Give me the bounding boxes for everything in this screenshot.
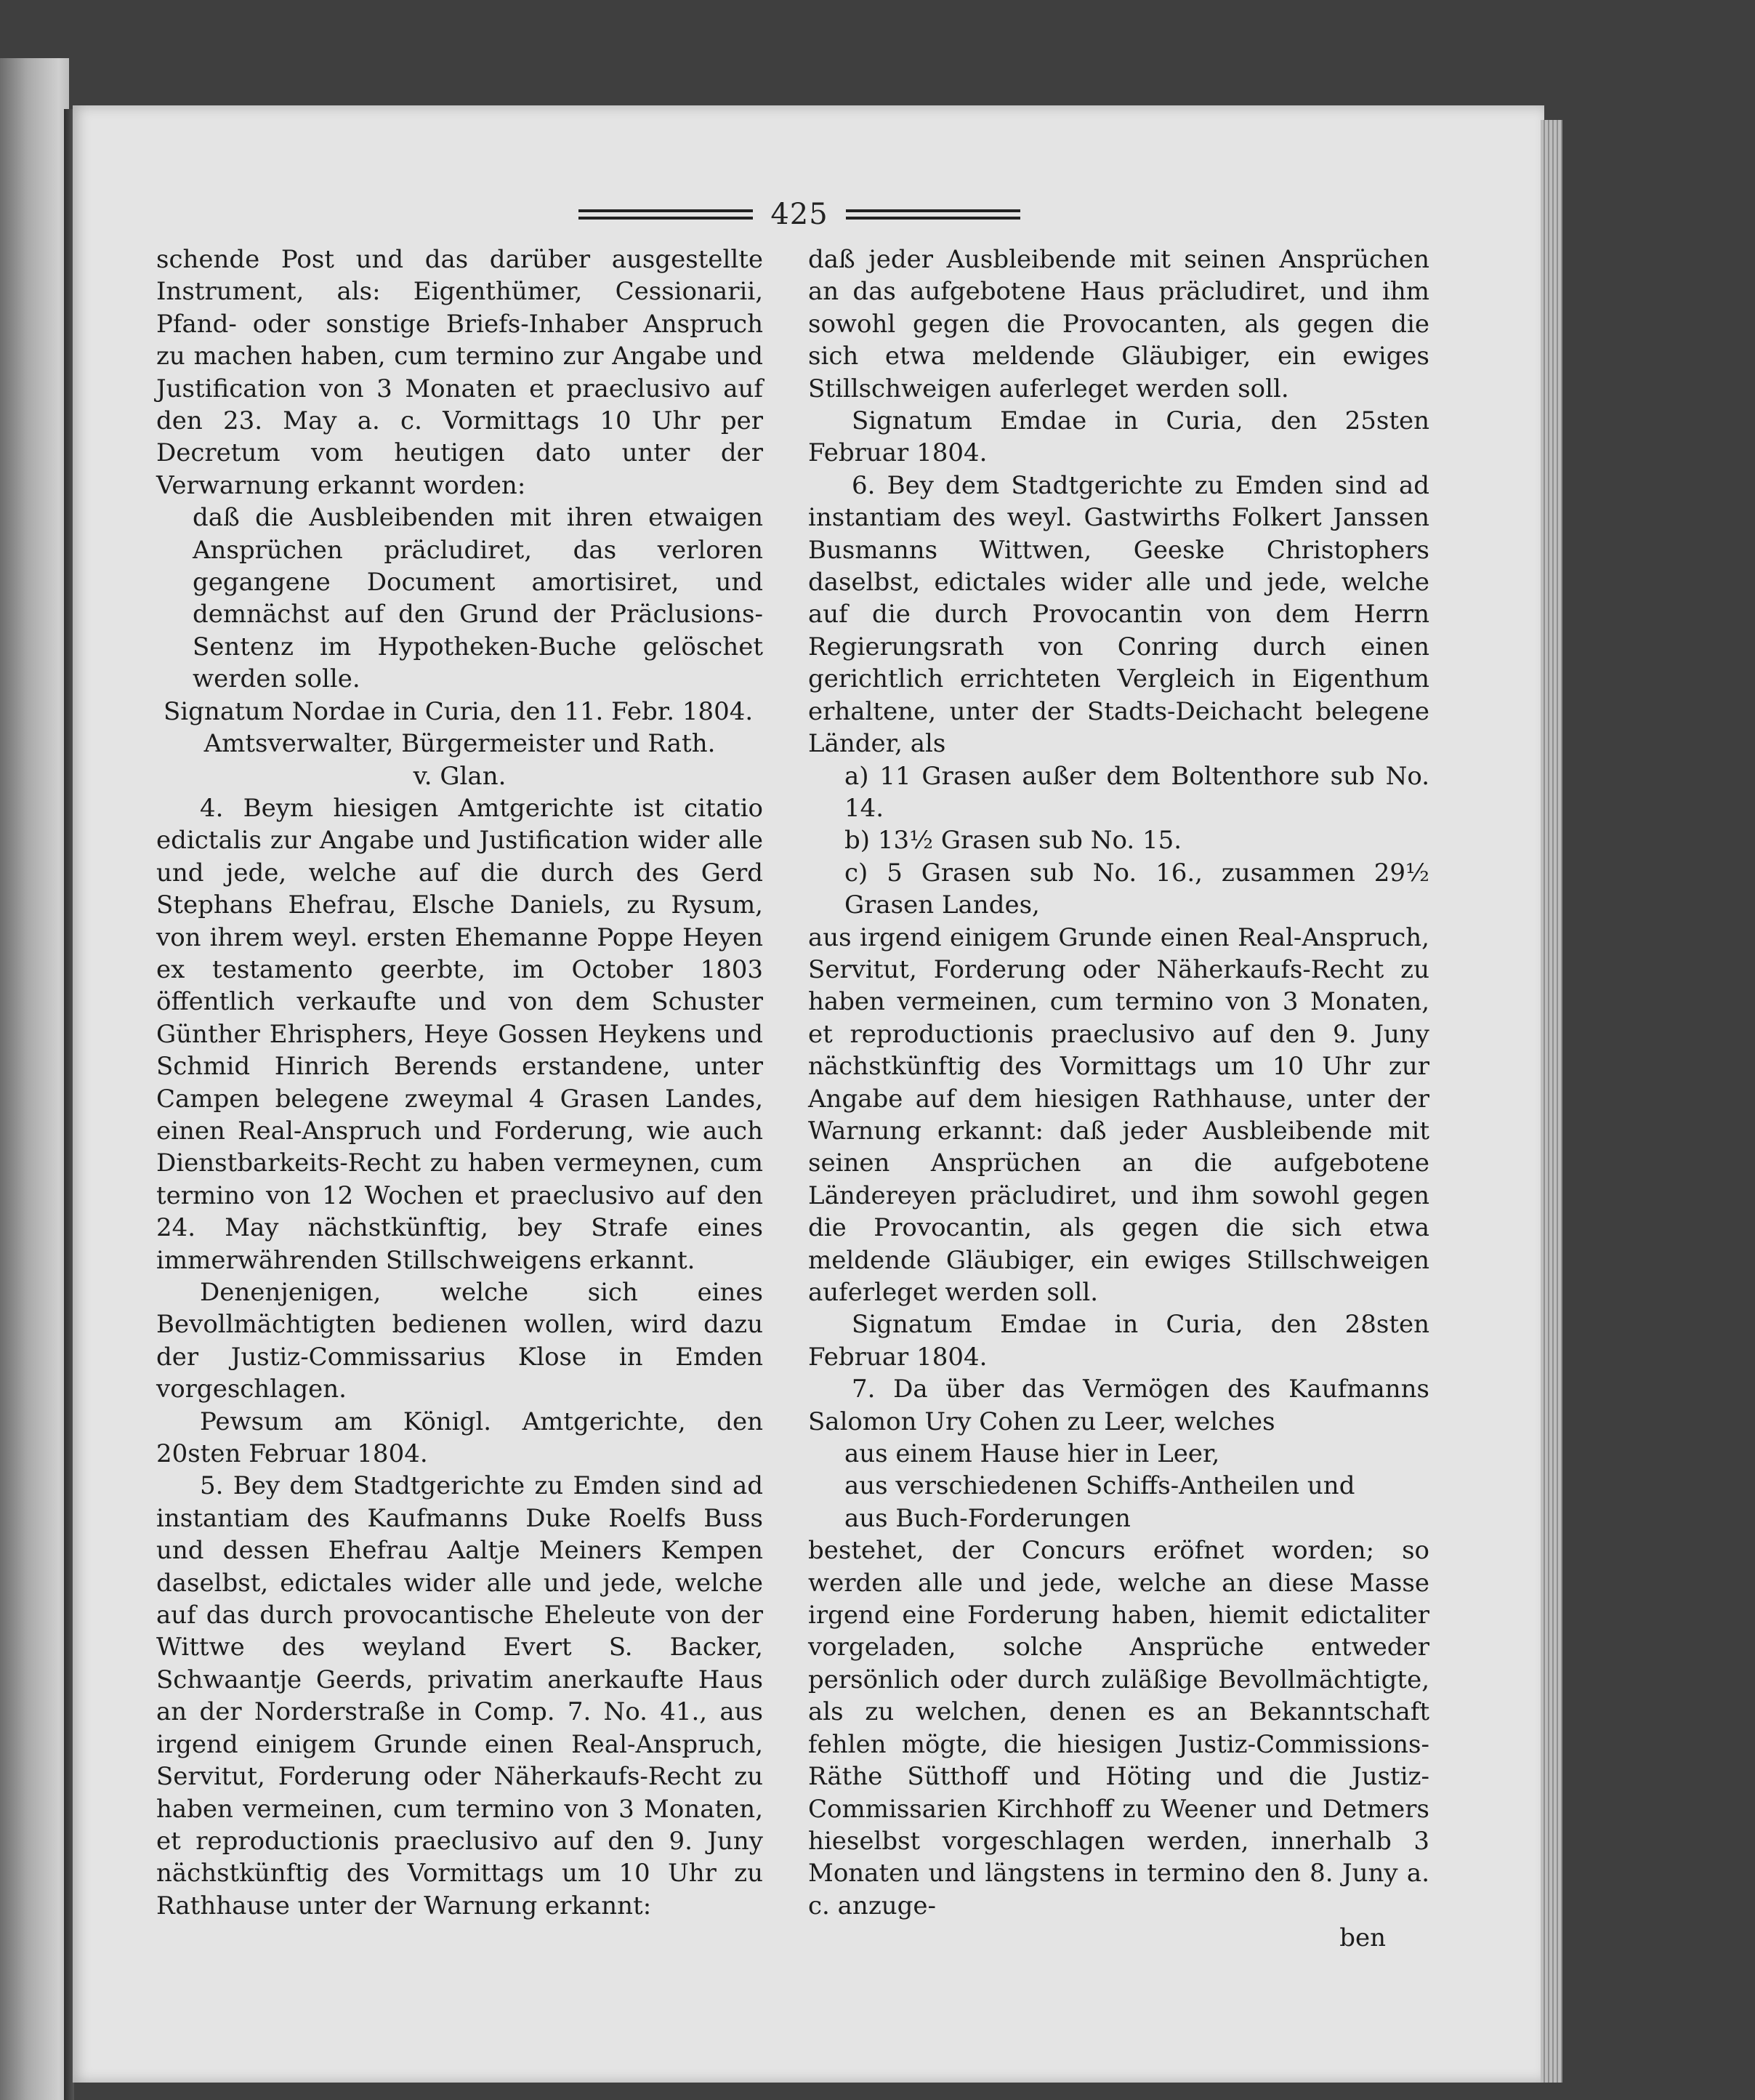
list-item: aus verschiedenen Schiffs-Antheilen und: [844, 1471, 1355, 1501]
notice-5: 5. Bey dem Stadtgerichte zu Emden sind ad instantiam des Kaufmanns Duke Roelfs Buss und dessen Ehefrau Aaltje Meiners Kempen daselbst, edictales wider alle und jede, welche auf das durch provocantische Eheleute von der Wittwe des weyland Evert S. Backer, Schwaantje Geerds, privatim anerkaufte Haus an der Norderstraße in Comp. 7. No. 41., aus irgend einigem Grunde einen Real-Anspruch, Servitut, Forderung oder Näherkaufs-Recht zu haben vermeinen, cum termino von 3 Monaten, et reproductionis praeclusivo auf den 9. Juny nächstkünftig des Vormittags um 10 Uhr zu Rathhause unter der Warnung erkannt:: [156, 1471, 763, 1920]
notice-6: 6. Bey dem Stadtgerichte zu Emden sind ad instantiam des weyl. Gastwirths Folkert Janssen Busmanns Wittwen, Geeske Christophers daselbst, edictales wider alle und jede, welche auf die durch Provocantin von dem Herrn Regierungsrath von Conring durch einen gerichtlich errichteten Vergleich in Eigenthum erhaltene, unter der Stadts-Deichacht belegene Länder, als: [808, 470, 1429, 759]
signature-line: Pewsum am Königl. Amtgerichte, den 20sten Februar 1804.: [156, 1407, 763, 1469]
catchword: ben: [1339, 1923, 1386, 1953]
list-item: a) 11 Grasen außer dem Boltenthore sub No. 14.: [844, 761, 1429, 823]
header-rule-right: [846, 209, 1020, 220]
facing-page-edge: [0, 58, 69, 2100]
paragraph: Denenjenigen, welche sich eines Bevollmächtigten bedienen wollen, wird dazu der Justiz-Commissarius Klose in Emden vorgeschlagen.: [156, 1278, 763, 1404]
header-rule-left: [578, 209, 753, 220]
list-item: b) 13½ Grasen sub No. 15.: [844, 826, 1182, 856]
paragraph: bestehet, der Concurs eröfnet worden; so werden alle und jede, welche an diese Masse irgend eine Forderung haben, hiemit edictaliter vorgeladen, solche Ansprüche entweder persönlich oder durch zuläßige Bevollmächtigte, als zu welchen, denen es an Bekanntschaft fehlen mögte, die hiesigen Justiz-Commissions-Räthe Sütthoff und Höting und die Justiz-Commissarien Kirchhoff zu Weener und Detmers hieselbst vorgeschlagen werden, innerhalb 3 Monaten und längstens in termino den 8. Juny a. c. anzuge-: [808, 1536, 1429, 1920]
paragraph: schende Post und das darüber ausgestellte Instrument, als: Eigenthümer, Cessionarii, Pfand- oder sonstige Briefs-Inhaber Anspruch zu machen haben, cum termino zur Angabe und Justification von 3 Monaten et praeclusivo auf den 23. May a. c. Vormittags 10 Uhr per Decretum vom heutigen dato unter der Verwarnung erkannt worden:: [156, 245, 763, 500]
list-item: c) 5 Grasen sub No. 16., zusammen 29½ Grasen Landes,: [844, 858, 1429, 920]
page-header: [552, 189, 1046, 240]
indented-clause: daß die Ausbleibenden mit ihren etwaigen Ansprüchen präcludiret, das verloren gegangene Document amortisiret, und demnächst auf den Grund der Präclusions-Sentenz im Hypotheken-Buche gelöschet werden solle.: [193, 503, 763, 694]
notice-7: 7. Da über das Vermögen des Kaufmanns Salomon Ury Cohen zu Leer, welches: [808, 1375, 1429, 1436]
signatories: Amtsverwalter, Bürgermeister und Rath.: [203, 729, 716, 759]
list-item: aus einem Hause hier in Leer,: [844, 1439, 1220, 1469]
paragraph: aus irgend einigem Grunde einen Real-Anspruch, Servitut, Forderung oder Näherkaufs-Recht zu haben vermeinen, cum termino von 3 Monaten, et reproductionis praeclusivo auf den 9. Juny nächstkünftig des Vormittags um 10 Uhr zur Angabe auf dem hiesigen Rathhause, unter der Warnung erkannt: daß jeder Ausbleibende mit seinen Ansprüchen an die aufgebotene Ländereyen präcludiret, und ihm sowohl gegen die Provocantin, als gegen die sich etwa meldende Gläubiger, ein ewiges Stillschweigen auferleget werden soll.: [808, 922, 1429, 1307]
left-column: [156, 244, 763, 1922]
list-item: aus Buch-Forderungen: [844, 1503, 1131, 1533]
signature-line: Signatum Emdae in Curia, den 28sten Februar 1804.: [808, 1310, 1429, 1372]
signature-line: Signatum Nordae in Curia, den 11. Febr. 1804.: [164, 696, 754, 726]
page-stack-edge: [1541, 120, 1562, 2083]
right-column: [808, 244, 1429, 1955]
notice-4: 4. Beym hiesigen Amtgerichte ist citatio edictalis zur Angabe und Justification wider alle und jede, welche auf die durch des Gerd Stephans Ehefrau, Elsche Daniels, zu Rysum, von ihrem weyl. ersten Ehemanne Poppe Heyen ex testamento geerbte, im October 1803 öffentlich verkaufte und von dem Schuster Günther Ehrisphers, Heye Gossen Heykens und Schmid Hinrich Berends erstandene, unter Campen belegene zweymal 4 Grasen Landes, einen Real-Anspruch und Forderung, wie auch Dienstbarkeits-Recht zu haben vermeynen, cum termino von 12 Wochen et praeclusivo auf den 24. May nächstkünftig, bey Strafe eines immerwährenden Stillschweigens erkannt.: [156, 793, 763, 1275]
page-number: 425: [770, 198, 828, 231]
signatory-name: v. Glan.: [413, 761, 507, 791]
signature-line: Signatum Emdae in Curia, den 25sten Februar 1804.: [808, 406, 1429, 468]
paragraph: daß jeder Ausbleibende mit seinen Ansprüchen an das aufgebotene Haus präcludiret, und ihm sowohl gegen die Provocanten, als gegen die sich etwa meldende Gläubiger, ein ewiges Stillschweigen auferleget werden soll.: [808, 245, 1429, 403]
